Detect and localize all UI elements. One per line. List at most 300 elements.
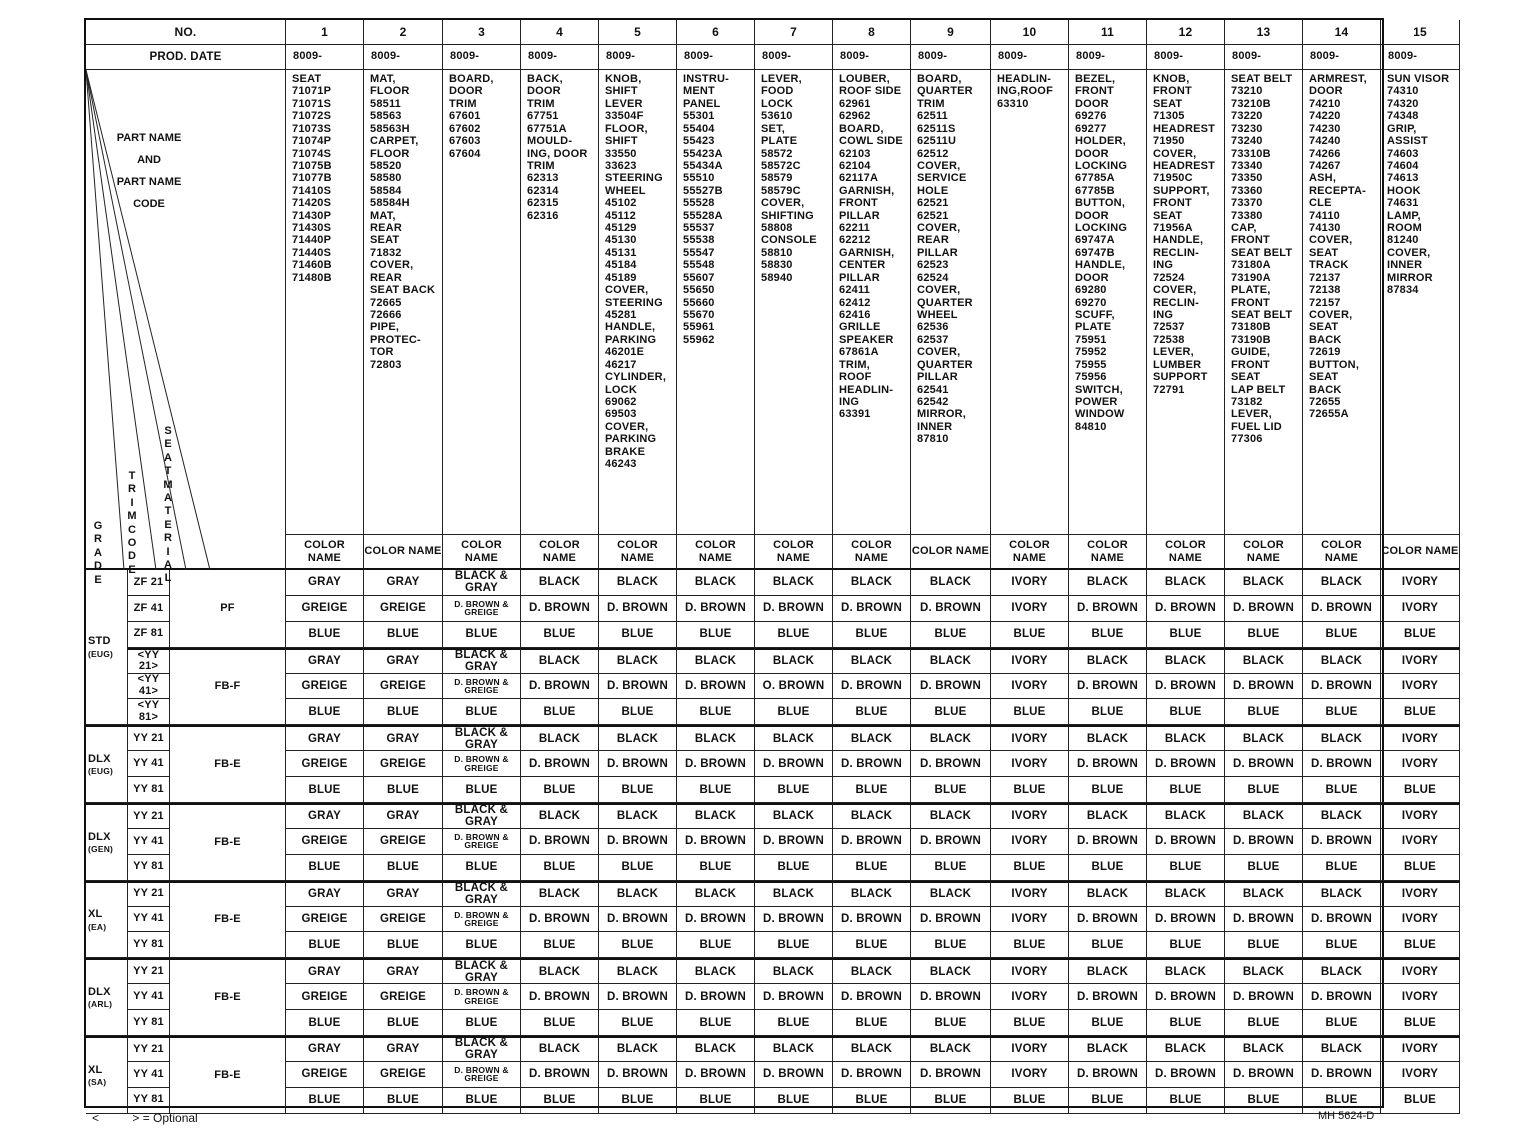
color-cell: BLUE xyxy=(521,622,599,648)
color-cell: D. BROWN xyxy=(755,751,833,777)
color-cell: GREIGE xyxy=(364,829,443,855)
color-cell: BLACK xyxy=(599,648,677,674)
color-cell: BLACK xyxy=(911,881,991,907)
color-cell: D. BROWN xyxy=(1225,1062,1303,1088)
color-cell: BLUE xyxy=(755,932,833,958)
color-cell: D. BROWN xyxy=(1303,1062,1381,1088)
color-cell: BLACK xyxy=(599,881,677,907)
color-name-header: COLOR NAME xyxy=(1069,535,1147,570)
color-cell: IVORY xyxy=(991,725,1069,751)
color-name-header: COLOR NAME xyxy=(599,535,677,570)
color-cell: BLUE xyxy=(911,1088,991,1114)
color-cell: GRAY xyxy=(364,570,443,596)
color-cell: BLUE xyxy=(677,622,755,648)
color-cell: D. BROWN xyxy=(521,829,599,855)
color-cell: BLUE xyxy=(833,1088,911,1114)
color-cell: BLACK & GRAY xyxy=(443,1036,521,1062)
color-cell: BLUE xyxy=(755,699,833,725)
color-cell: D. BROWN xyxy=(1303,751,1381,777)
color-cell: IVORY xyxy=(1381,570,1460,596)
color-cell: IVORY xyxy=(991,958,1069,984)
color-cell: D. BROWN xyxy=(599,829,677,855)
color-cell: D. BROWN xyxy=(1147,596,1225,622)
color-name-header: COLOR NAME xyxy=(443,535,521,570)
color-cell: BLUE xyxy=(1147,855,1225,881)
color-cell: BLACK xyxy=(1225,1036,1303,1062)
column-number: 15 xyxy=(1381,20,1460,45)
color-cell: D. BROWN xyxy=(1069,674,1147,700)
color-name-header: COLOR NAME xyxy=(1225,535,1303,570)
color-name-header: COLOR NAME xyxy=(677,535,755,570)
color-cell: BLACK xyxy=(833,570,911,596)
color-cell: D. BROWN xyxy=(911,751,991,777)
column-number: 8 xyxy=(833,20,911,45)
color-cell: BLUE xyxy=(1381,1088,1460,1114)
grade-cell xyxy=(86,725,128,803)
color-cell: D. BROWN xyxy=(755,984,833,1010)
grade-market: (EA) xyxy=(88,921,107,932)
grade-name: DLX xyxy=(88,986,111,998)
no-header-label: NO. xyxy=(86,20,286,45)
color-cell: BLACK xyxy=(833,1036,911,1062)
color-cell: BLUE xyxy=(521,777,599,803)
color-cell: GRAY xyxy=(364,725,443,751)
color-cell: BLUE xyxy=(1147,1088,1225,1114)
color-cell: GRAY xyxy=(286,725,364,751)
color-cell: IVORY xyxy=(991,829,1069,855)
color-cell: BLUE xyxy=(755,855,833,881)
color-cell: D. BROWN xyxy=(833,1062,911,1088)
color-cell: BLUE xyxy=(833,777,911,803)
color-cell: D. BROWN xyxy=(1225,596,1303,622)
part-name-list: MAT, FLOOR 58511 58563 58563H CARPET, FLOOR 58520 58580 58584 58584H MAT, REAR SEAT 71832 COVER, REAR SEAT BACK 72665 72666 PIPE, PROTEC- TOR 72803 xyxy=(364,70,443,535)
color-cell: BLACK xyxy=(1069,958,1147,984)
color-cell: BLUE xyxy=(677,699,755,725)
color-cell: D. BROWN xyxy=(677,596,755,622)
color-cell: BLACK xyxy=(755,570,833,596)
color-cell: BLUE xyxy=(677,1010,755,1036)
color-cell: D. BROWN xyxy=(755,1062,833,1088)
color-cell: BLUE xyxy=(1381,1010,1460,1036)
part-name-list: SEAT 71071P 71071S 71072S 71073S 71074P 71074S 71075B 71077B 71410S 71420S 71430P 71430S 71440P 71440S 71460B 71480B xyxy=(286,70,364,535)
color-cell: BLUE xyxy=(991,1088,1069,1114)
column-number: 6 xyxy=(677,20,755,45)
color-cell: BLUE xyxy=(1303,622,1381,648)
color-cell: BLUE xyxy=(991,932,1069,958)
grade-market: (EUG) xyxy=(88,766,114,777)
grade-cell xyxy=(86,1036,128,1114)
color-cell: D. BROWN xyxy=(1225,984,1303,1010)
color-cell: BLUE xyxy=(911,699,991,725)
color-cell: IVORY xyxy=(991,648,1069,674)
color-cell: BLUE xyxy=(1069,622,1147,648)
color-cell: BLUE xyxy=(1147,699,1225,725)
color-cell: D. BROWN xyxy=(833,596,911,622)
prod-date-value: 8009- xyxy=(677,45,755,70)
color-cell: GREIGE xyxy=(286,907,364,933)
color-cell: BLUE xyxy=(911,622,991,648)
color-cell: D. BROWN xyxy=(521,984,599,1010)
color-cell: BLUE xyxy=(755,622,833,648)
color-cell: BLUE xyxy=(1225,932,1303,958)
color-cell: BLUE xyxy=(364,1088,443,1114)
color-cell: BLUE xyxy=(286,699,364,725)
color-cell: BLACK xyxy=(911,958,991,984)
color-cell: IVORY xyxy=(1381,596,1460,622)
grade-label: G R A D E xyxy=(93,520,103,586)
color-cell: BLACK xyxy=(1069,570,1147,596)
trim-code-cell: YY 21 xyxy=(128,958,170,984)
color-cell: BLUE xyxy=(677,932,755,958)
column-number: 13 xyxy=(1225,20,1303,45)
color-cell: D. BROWN xyxy=(677,751,755,777)
document-code: MH 5624-D xyxy=(1318,1110,1375,1122)
color-cell: BLACK xyxy=(1069,881,1147,907)
color-cell: BLUE xyxy=(991,1010,1069,1036)
color-cell: D. BROWN xyxy=(833,829,911,855)
prod-date-value: 8009- xyxy=(286,45,364,70)
color-cell: BLUE xyxy=(521,932,599,958)
grade-name: STD xyxy=(88,635,111,648)
color-cell: BLACK xyxy=(1147,725,1225,751)
color-cell: IVORY xyxy=(1381,674,1460,700)
color-cell: BLUE xyxy=(1069,1088,1147,1114)
color-cell: BLUE xyxy=(286,1088,364,1114)
color-cell: BLUE xyxy=(1381,855,1460,881)
color-cell: GREIGE xyxy=(364,984,443,1010)
color-cell: D. BROWN xyxy=(911,674,991,700)
color-cell: BLACK xyxy=(1225,648,1303,674)
color-cell: D. BROWN xyxy=(1069,907,1147,933)
color-cell: BLACK xyxy=(521,958,599,984)
color-cell: D. BROWN & GREIGE xyxy=(443,596,521,622)
color-cell: D. BROWN xyxy=(833,984,911,1010)
color-cell: BLACK xyxy=(521,881,599,907)
color-cell: D. BROWN xyxy=(911,984,991,1010)
color-name-header: COLOR NAME xyxy=(364,535,443,570)
color-cell: BLUE xyxy=(599,1088,677,1114)
color-cell: BLUE xyxy=(1303,855,1381,881)
color-cell: BLACK xyxy=(677,648,755,674)
grade-market: (ARL) xyxy=(88,999,113,1010)
color-cell: D. BROWN xyxy=(1069,984,1147,1010)
seat-material-cell: FB-E xyxy=(170,881,286,959)
color-cell: BLUE xyxy=(599,855,677,881)
color-cell: D. BROWN xyxy=(1069,596,1147,622)
color-cell: BLACK xyxy=(1147,958,1225,984)
color-cell: BLACK xyxy=(755,648,833,674)
color-cell: BLUE xyxy=(991,855,1069,881)
color-cell: BLUE xyxy=(1147,777,1225,803)
color-cell: BLUE xyxy=(1147,932,1225,958)
color-cell: GRAY xyxy=(286,570,364,596)
color-cell: BLUE xyxy=(911,855,991,881)
trim-code-cell: YY 81 xyxy=(128,1088,170,1114)
part-color-table xyxy=(84,18,1459,1108)
color-cell: D. BROWN xyxy=(1147,984,1225,1010)
color-cell: BLACK xyxy=(833,803,911,829)
color-cell: BLACK xyxy=(677,570,755,596)
prod-date-value: 8009- xyxy=(364,45,443,70)
color-cell: D. BROWN xyxy=(599,907,677,933)
column-number: 9 xyxy=(911,20,991,45)
prod-date-value: 8009- xyxy=(991,45,1069,70)
column-number: 3 xyxy=(443,20,521,45)
color-name-header: COLOR NAME xyxy=(521,535,599,570)
part-name-list: LEVER, FOOD LOCK 53610 SET, PLATE 58572 58572C 58579 58579C COVER, SHIFTING 58808 CONSOLE 58810 58830 58940 xyxy=(755,70,833,535)
grade-cell xyxy=(86,881,128,959)
part-name-list: ARMREST, DOOR 74210 74220 74230 74240 74266 74267 ASH, RECEPTA- CLE 74110 74130 COVER, SEAT TRACK 72137 72138 72157 COVER, SEAT BACK 72619 BUTTON, SEAT BACK 72655 72655A xyxy=(1303,70,1381,535)
color-cell: BLACK xyxy=(521,803,599,829)
trim-code-cell: YY 81 xyxy=(128,1010,170,1036)
color-cell: BLACK xyxy=(1225,725,1303,751)
color-cell: D. BROWN xyxy=(1225,751,1303,777)
trim-code-cell: YY 21 xyxy=(128,1036,170,1062)
color-cell: BLACK & GRAY xyxy=(443,648,521,674)
prod-date-value: 8009- xyxy=(1381,45,1460,70)
color-cell: D. BROWN xyxy=(521,751,599,777)
color-cell: BLACK xyxy=(1147,881,1225,907)
color-name-header: COLOR NAME xyxy=(833,535,911,570)
color-cell: IVORY xyxy=(991,674,1069,700)
color-cell: BLUE xyxy=(286,1010,364,1036)
color-cell: BLACK xyxy=(833,725,911,751)
color-cell: BLUE xyxy=(443,777,521,803)
color-cell: IVORY xyxy=(1381,725,1460,751)
prod-date-value: 8009- xyxy=(833,45,911,70)
color-cell: D. BROWN xyxy=(521,907,599,933)
color-cell: D. BROWN xyxy=(599,1062,677,1088)
color-cell: D. BROWN xyxy=(677,1062,755,1088)
color-cell: IVORY xyxy=(1381,1036,1460,1062)
color-cell: BLACK xyxy=(833,648,911,674)
color-cell: GRAY xyxy=(286,648,364,674)
color-cell: BLUE xyxy=(833,855,911,881)
color-cell: GREIGE xyxy=(364,751,443,777)
color-cell: D. BROWN xyxy=(755,829,833,855)
color-cell: GREIGE xyxy=(286,596,364,622)
trim-code-cell: ZF 81 xyxy=(128,622,170,648)
color-cell: GRAY xyxy=(364,648,443,674)
color-cell: BLACK xyxy=(677,803,755,829)
color-cell: D. BROWN xyxy=(911,1062,991,1088)
color-cell: GREIGE xyxy=(364,674,443,700)
color-cell: BLACK xyxy=(521,648,599,674)
prod-date-value: 8009- xyxy=(599,45,677,70)
grade-market: (EUG) xyxy=(88,648,114,659)
color-cell: BLUE xyxy=(1303,1010,1381,1036)
seat-material-cell: FB-E xyxy=(170,725,286,803)
color-cell: BLACK xyxy=(599,725,677,751)
seat-material-cell: FB-E xyxy=(170,803,286,881)
grade-cell xyxy=(86,570,128,725)
color-cell: GREIGE xyxy=(364,596,443,622)
column-number: 7 xyxy=(755,20,833,45)
color-cell: BLUE xyxy=(1069,855,1147,881)
grade-cell xyxy=(86,958,128,1036)
color-cell: BLACK xyxy=(1147,648,1225,674)
color-cell: BLACK xyxy=(911,1036,991,1062)
trim-code-cell: <YY 41> xyxy=(128,674,170,700)
color-cell: GRAY xyxy=(286,958,364,984)
color-cell: BLUE xyxy=(286,855,364,881)
color-cell: BLUE xyxy=(1147,1010,1225,1036)
color-cell: GREIGE xyxy=(286,674,364,700)
color-cell: BLUE xyxy=(521,1088,599,1114)
color-cell: BLUE xyxy=(1225,777,1303,803)
color-cell: BLUE xyxy=(599,699,677,725)
color-cell: D. BROWN xyxy=(833,751,911,777)
color-cell: BLUE xyxy=(677,777,755,803)
color-cell: IVORY xyxy=(1381,751,1460,777)
color-cell: IVORY xyxy=(1381,984,1460,1010)
trim-code-label: T R I M C O D E xyxy=(127,470,137,576)
color-cell: GREIGE xyxy=(286,829,364,855)
color-cell: D. BROWN xyxy=(677,907,755,933)
column-number: 1 xyxy=(286,20,364,45)
color-cell: D. BROWN & GREIGE xyxy=(443,751,521,777)
color-cell: IVORY xyxy=(991,751,1069,777)
color-cell: GREIGE xyxy=(286,1062,364,1088)
part-name-list: LOUBER, ROOF SIDE 62961 62962 BOARD, COWL SIDE 62103 62104 62117A GARNISH, FRONT PILLAR 62211 62212 GARNISH, CENTER PILLAR 62411 62412 62416 GRILLE SPEAKER 67861A TRIM, ROOF HEADLIN- ING 63391 xyxy=(833,70,911,535)
color-cell: IVORY xyxy=(1381,907,1460,933)
part-name-list: SEAT BELT 73210 73210B 73220 73230 73240 73310B 73340 73350 73360 73370 73380 CAP, FRONT SEAT BELT 73180A 73190A PLATE, FRONT SEAT BELT 73180B 73190B GUIDE, FRONT SEAT LAP BELT 73182 LEVER, FUEL LID 77306 xyxy=(1225,70,1303,535)
color-cell: BLUE xyxy=(599,1010,677,1036)
color-cell: BLACK xyxy=(677,1036,755,1062)
color-cell: IVORY xyxy=(991,1036,1069,1062)
grade-name: XL xyxy=(88,1063,103,1076)
color-cell: GREIGE xyxy=(364,907,443,933)
color-name-header: COLOR NAME xyxy=(755,535,833,570)
color-cell: BLUE xyxy=(1381,699,1460,725)
color-cell: GREIGE xyxy=(364,1062,443,1088)
color-cell: D. BROWN & GREIGE xyxy=(443,1062,521,1088)
color-cell: BLUE xyxy=(755,1010,833,1036)
color-cell: GRAY xyxy=(364,958,443,984)
color-cell: BLACK xyxy=(599,958,677,984)
color-cell: BLUE xyxy=(286,622,364,648)
trim-code-cell: YY 41 xyxy=(128,1062,170,1088)
color-cell: BLUE xyxy=(991,699,1069,725)
trim-code-cell: ZF 21 xyxy=(128,570,170,596)
color-cell: BLUE xyxy=(443,622,521,648)
color-cell: GRAY xyxy=(364,881,443,907)
color-cell: BLACK xyxy=(677,958,755,984)
trim-code-cell: YY 41 xyxy=(128,829,170,855)
color-cell: GRAY xyxy=(286,803,364,829)
color-cell: GRAY xyxy=(364,803,443,829)
prod-date-value: 8009- xyxy=(1303,45,1381,70)
color-cell: BLACK & GRAY xyxy=(443,570,521,596)
color-cell: BLUE xyxy=(1069,699,1147,725)
color-cell: IVORY xyxy=(991,570,1069,596)
part-name-list: KNOB, SHIFT LEVER 33504F FLOOR, SHIFT 33550 33623 STEERING WHEEL 45102 45112 45129 45130 45131 45184 45189 COVER, STEERING 45281 HANDLE, PARKING 46201E 46217 CYLINDER, LOCK 69062 69503 COVER, PARKING BRAKE 46243 xyxy=(599,70,677,535)
color-cell: BLUE xyxy=(1381,777,1460,803)
color-cell: BLACK xyxy=(1147,1036,1225,1062)
color-cell: BLUE xyxy=(755,777,833,803)
color-cell: D. BROWN xyxy=(521,1062,599,1088)
color-cell: BLUE xyxy=(443,855,521,881)
color-name-header: COLOR NAME xyxy=(991,535,1069,570)
color-cell: D. BROWN xyxy=(1303,984,1381,1010)
column-number: 12 xyxy=(1147,20,1225,45)
color-cell: IVORY xyxy=(1381,881,1460,907)
color-cell: BLUE xyxy=(599,932,677,958)
color-cell: BLUE xyxy=(991,622,1069,648)
color-cell: GRAY xyxy=(286,881,364,907)
color-cell: BLACK xyxy=(521,725,599,751)
color-cell: D. BROWN xyxy=(521,674,599,700)
color-cell: BLUE xyxy=(521,1010,599,1036)
color-name-header: COLOR NAME xyxy=(911,535,991,570)
color-cell: BLUE xyxy=(1303,699,1381,725)
color-cell: IVORY xyxy=(1381,648,1460,674)
color-name-header: COLOR NAME xyxy=(286,535,364,570)
color-cell: D. BROWN xyxy=(677,829,755,855)
color-cell: BLACK xyxy=(833,881,911,907)
color-cell: GRAY xyxy=(364,1036,443,1062)
color-cell: D. BROWN xyxy=(1069,1062,1147,1088)
color-cell: D. BROWN xyxy=(599,751,677,777)
color-cell: BLACK xyxy=(1225,958,1303,984)
trim-code-cell: YY 41 xyxy=(128,751,170,777)
part-name-list: KNOB, FRONT SEAT 71305 HEADREST 71950 COVER, HEADREST 71950C SUPPORT, FRONT SEAT 71956A HANDLE, RECLIN- ING 72524 COVER, RECLIN- ING 72537 72538 LEVER, LUMBER SUPPORT 72791 xyxy=(1147,70,1225,535)
color-cell: BLUE xyxy=(443,699,521,725)
part-name-list: SUN VISOR 74310 74320 74348 GRIP, ASSIST 74603 74604 74613 HOOK 74631 LAMP, ROOM 81240 COVER, INNER MIRROR 87834 xyxy=(1381,70,1460,535)
trim-code-cell: YY 21 xyxy=(128,881,170,907)
prod-date-value: 8009- xyxy=(443,45,521,70)
color-cell: D. BROWN & GREIGE xyxy=(443,829,521,855)
part-name-label-line: PART NAME xyxy=(116,132,182,144)
color-cell: D. BROWN xyxy=(1303,907,1381,933)
color-cell: D. BROWN & GREIGE xyxy=(443,674,521,700)
color-cell: BLUE xyxy=(833,699,911,725)
color-cell: BLUE xyxy=(1225,699,1303,725)
color-cell: BLACK xyxy=(599,803,677,829)
color-cell: BLUE xyxy=(677,855,755,881)
column-number: 2 xyxy=(364,20,443,45)
trim-code-cell: YY 41 xyxy=(128,984,170,1010)
color-cell: BLACK xyxy=(1303,648,1381,674)
color-cell: BLUE xyxy=(521,699,599,725)
prod-date-label: PROD. DATE xyxy=(86,45,286,70)
color-cell: BLACK xyxy=(1303,803,1381,829)
color-cell: BLACK xyxy=(833,958,911,984)
seat-material-cell: FB-E xyxy=(170,958,286,1036)
grade-market: (GEN) xyxy=(88,843,114,854)
color-cell: BLUE xyxy=(1303,1088,1381,1114)
color-cell: IVORY xyxy=(991,907,1069,933)
color-cell: BLUE xyxy=(1303,777,1381,803)
color-cell: BLUE xyxy=(1225,1088,1303,1114)
color-cell: GRAY xyxy=(286,1036,364,1062)
part-name-list: BOARD, QUARTER TRIM 62511 62511S 62511U 62512 COVER, SERVICE HOLE 62521 62521 COVER, REAR PILLAR 62523 62524 COVER, QUARTER WHEEL 62536 62537 COVER, QUARTER PILLAR 62541 62542 MIRROR, INNER 87810 xyxy=(911,70,991,535)
color-cell: BLUE xyxy=(364,855,443,881)
color-cell: O. BROWN xyxy=(755,674,833,700)
color-cell: D. BROWN xyxy=(833,674,911,700)
color-cell: D. BROWN xyxy=(833,907,911,933)
trim-code-cell: YY 81 xyxy=(128,855,170,881)
color-cell: BLUE xyxy=(364,699,443,725)
color-cell: D. BROWN xyxy=(1225,829,1303,855)
color-cell: BLACK xyxy=(1069,648,1147,674)
color-cell: BLUE xyxy=(1069,1010,1147,1036)
color-cell: D. BROWN & GREIGE xyxy=(443,907,521,933)
color-cell: BLUE xyxy=(364,932,443,958)
color-cell: D. BROWN xyxy=(599,596,677,622)
trim-code-cell: <YY 21> xyxy=(128,648,170,674)
color-cell: D. BROWN xyxy=(521,596,599,622)
